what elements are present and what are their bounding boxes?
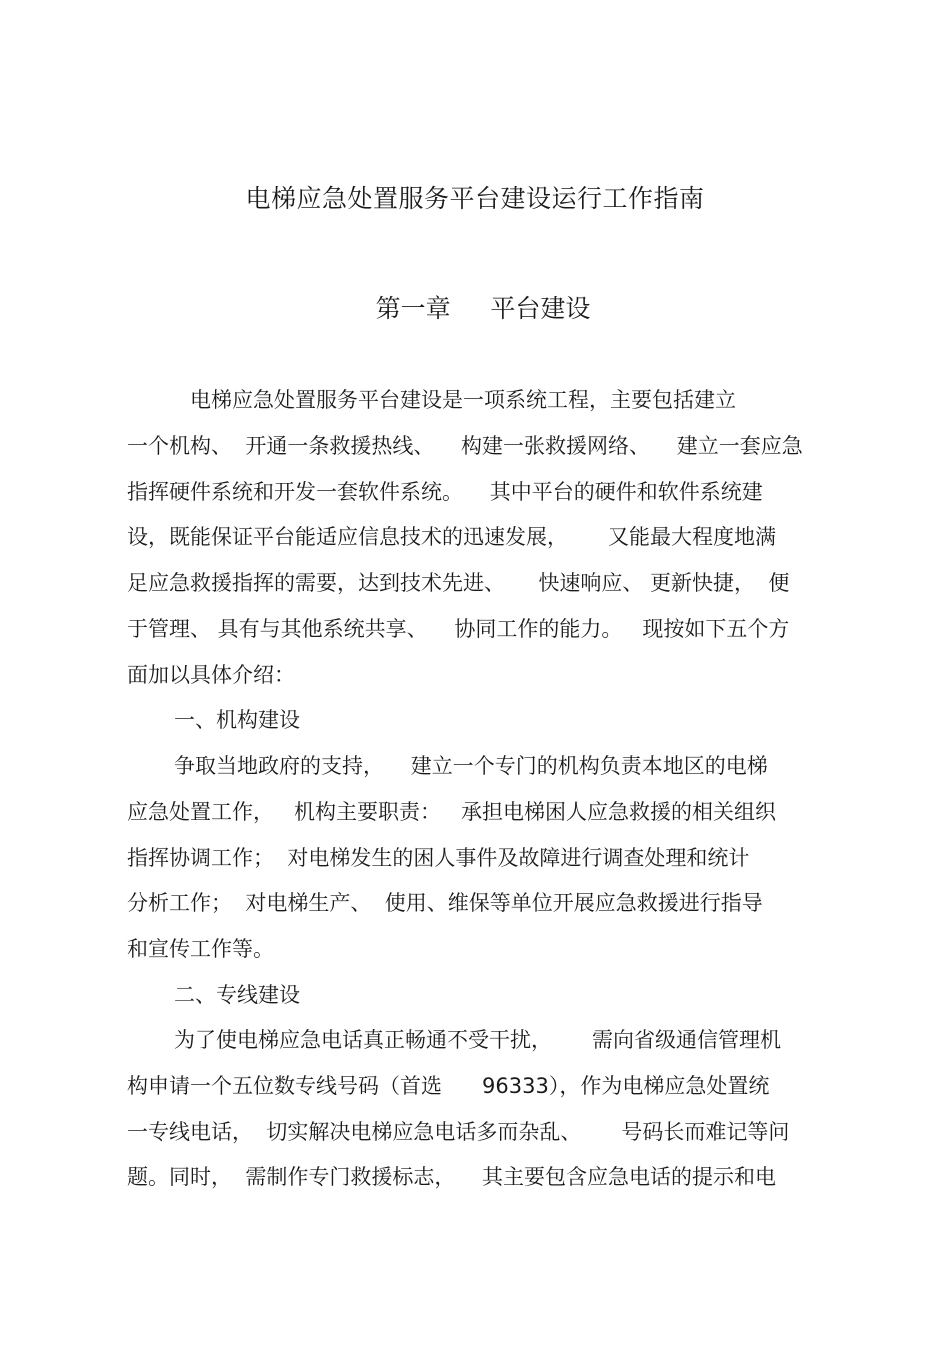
paragraph-line: 为了使电梯应急电话真正畅通不受干扰， 需向省级通信管理机 — [174, 1028, 782, 1052]
paragraph-line: 构申请一个五位数专线号码（首选 96333），作为电梯应急处置统 — [127, 1074, 770, 1098]
chapter-heading: 第一章 平台建设 — [375, 294, 591, 323]
paragraph-line: 电梯应急处置服务平台建设是一项系统工程，主要包括建立 — [190, 388, 736, 412]
paragraph-line: 指挥硬件系统和开发一套软件系统。 其中平台的硬件和软件系统建 — [127, 480, 763, 504]
paragraph-line: 于管理、 具有与其他系统共享、 协同工作的能力。 现按如下五个方 — [127, 617, 790, 641]
paragraph-line: 设，既能保证平台能适应信息技术的迅速发展， 又能最大程度地满 — [127, 525, 777, 549]
paragraph-line: 足应急救援指挥的需要，达到技术先进、 快速响应、 更新快捷， 便 — [127, 571, 790, 595]
paragraph-line: 题。同时， 需制作专门救援标志， 其主要包含应急电话的提示和电 — [127, 1165, 777, 1189]
paragraph-line: 分析工作； 对电梯生产、 使用、维保等单位开展应急救援进行指导 — [127, 891, 763, 915]
paragraph-line: 应急处置工作， 机构主要职责： 承担电梯困人应急救援的相关组织 — [127, 800, 777, 824]
document-title: 电梯应急处置服务平台建设运行工作指南 — [245, 184, 705, 213]
paragraph-line: 和宣传工作等。 — [127, 937, 274, 961]
paragraph-line: 争取当地政府的支持， 建立一个专门的机构负责本地区的电梯 — [174, 754, 768, 778]
paragraph-line: 面加以具体介绍： — [127, 663, 295, 687]
section-heading: 二、专线建设 — [174, 983, 300, 1007]
paragraph-line: 一专线电话， 切实解决电梯应急电话多而杂乱、 号码长而难记等问 — [127, 1120, 790, 1144]
section-heading: 一、机构建设 — [174, 708, 300, 732]
paragraph-line: 一个机构、 开通一条救援热线、 构建一张救援网络、 建立一套应急 — [127, 434, 803, 458]
paragraph-line: 指挥协调工作； 对电梯发生的困人事件及故障进行调查处理和统计 — [127, 846, 750, 870]
